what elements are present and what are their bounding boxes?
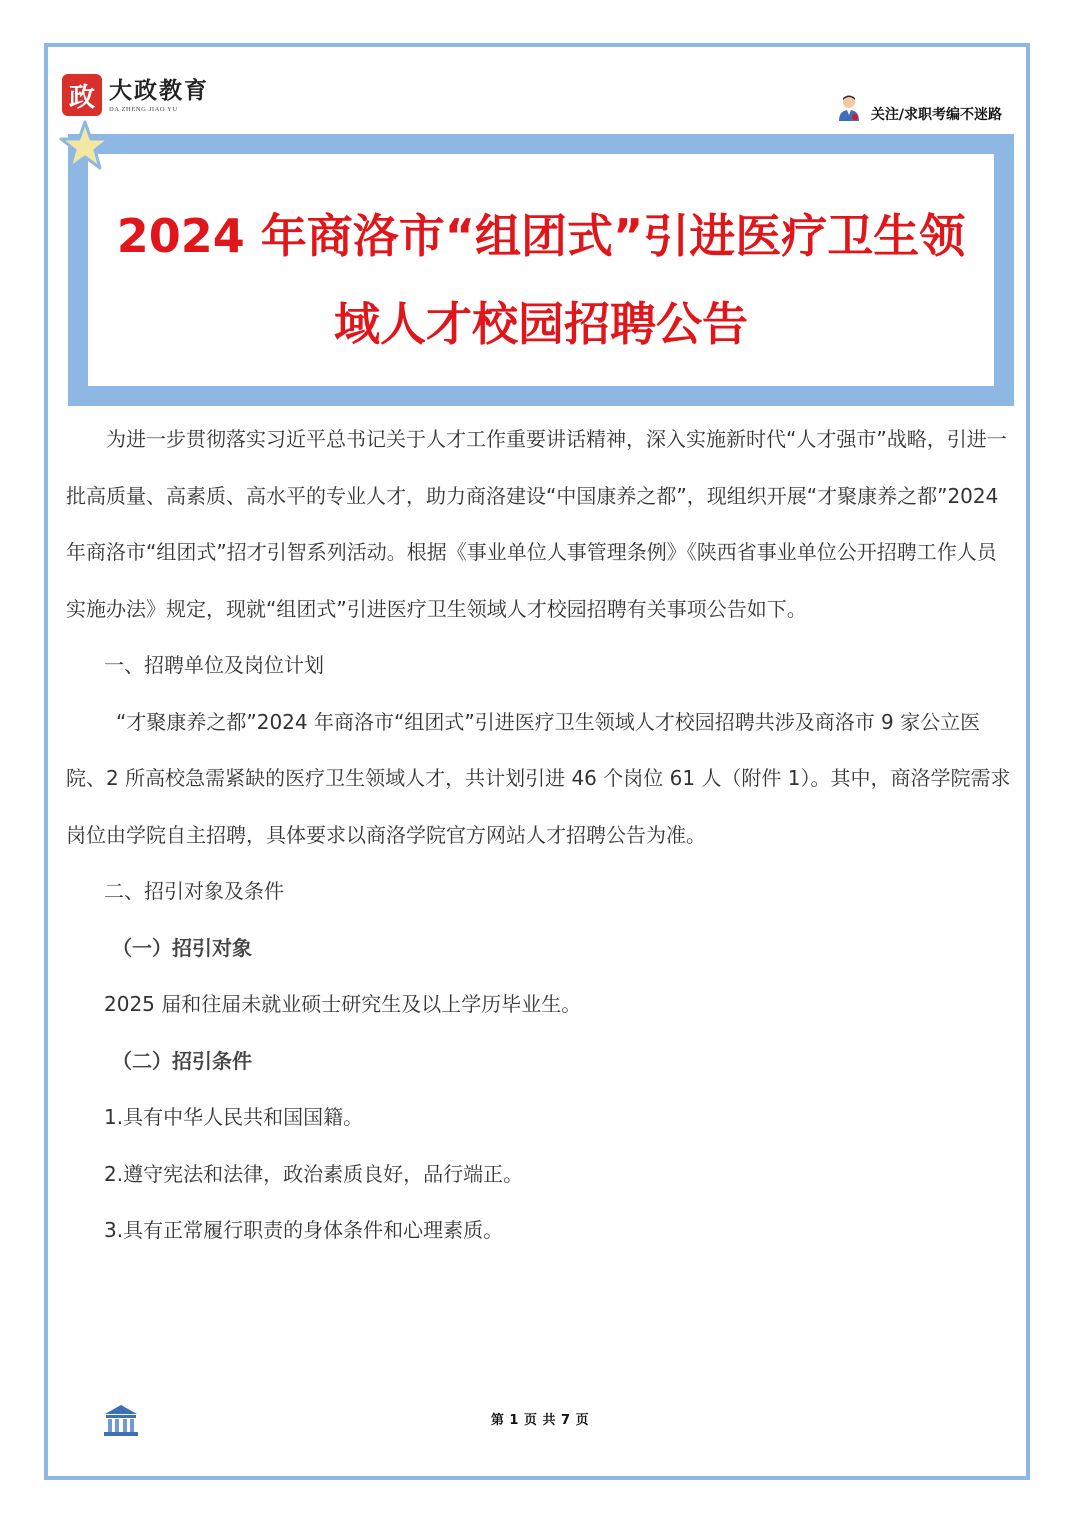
- subsection-2-heading: （二）招引条件: [112, 1048, 252, 1073]
- section-1-paragraph: “才聚康养之都”2024 年商洛市“组团式”引进医疗卫生领域人才校园招聘共涉及商洛市 9 家公立医院、2 所高校急需紧缺的医疗卫生领域人才，共计划引进 46 个岗位 61 人（附件 1）。其中，商洛学院需求岗位由学院自主招聘，具体要求以商洛学院官方网站人才招聘公告为准。: [66, 709, 1011, 847]
- follow-banner: [837, 92, 1002, 124]
- title-box: [68, 134, 1014, 406]
- subsection-1-text: 2025 届和往届未就业硕士研究生及以上学历毕业生。: [104, 992, 582, 1016]
- condition-item: 1.具有中华人民共和国国籍。: [104, 1105, 364, 1129]
- page-title-line-2: 域人才校园招聘公告: [334, 297, 748, 351]
- brand-logo: [62, 74, 209, 116]
- document-body: [66, 411, 1016, 1259]
- page-number: 第 1 页 共 7 页: [490, 1413, 590, 1428]
- logo-mark: 政: [62, 74, 102, 116]
- condition-item: 3.具有正常履行职责的身体条件和心理素质。: [104, 1218, 504, 1242]
- star-icon: [58, 120, 112, 170]
- section-1-heading: 一、招聘单位及岗位计划: [104, 653, 324, 677]
- logo-chinese-name: 大政教育: [109, 76, 209, 104]
- user-avatar-icon: [837, 94, 861, 122]
- page-title-line-1: 2024 年商洛市“组团式”引进医疗卫生领: [116, 209, 966, 263]
- logo-english-name: DA ZHENG JIAO YU: [109, 105, 178, 113]
- subsection-1-heading: （一）招引对象: [112, 935, 252, 960]
- intro-paragraph: 为进一步贯彻落实习近平总书记关于人才工作重要讲话精神，深入实施新时代“人才强市”战略，引进一批高质量、高素质、高水平的专业人才，助力商洛建设“中国康养之都”，现组织开展“才聚康养之都”2024 年商洛市“组团式”招才引智系列活动。根据《事业单位人事管理条例》《陕西省事业单位公开招聘工作人员实施办法》规定，现就“组团式”引进医疗卫生领域人才校园招聘有关事项公告如下。: [66, 427, 1007, 621]
- condition-item: 2.遵守宪法和法律，政治素质良好，品行端正。: [104, 1161, 524, 1186]
- follow-text: 关注/求职考编不迷路: [870, 107, 1002, 123]
- logo-text: [109, 78, 209, 113]
- section-2-heading: 二、招引对象及条件: [104, 879, 284, 903]
